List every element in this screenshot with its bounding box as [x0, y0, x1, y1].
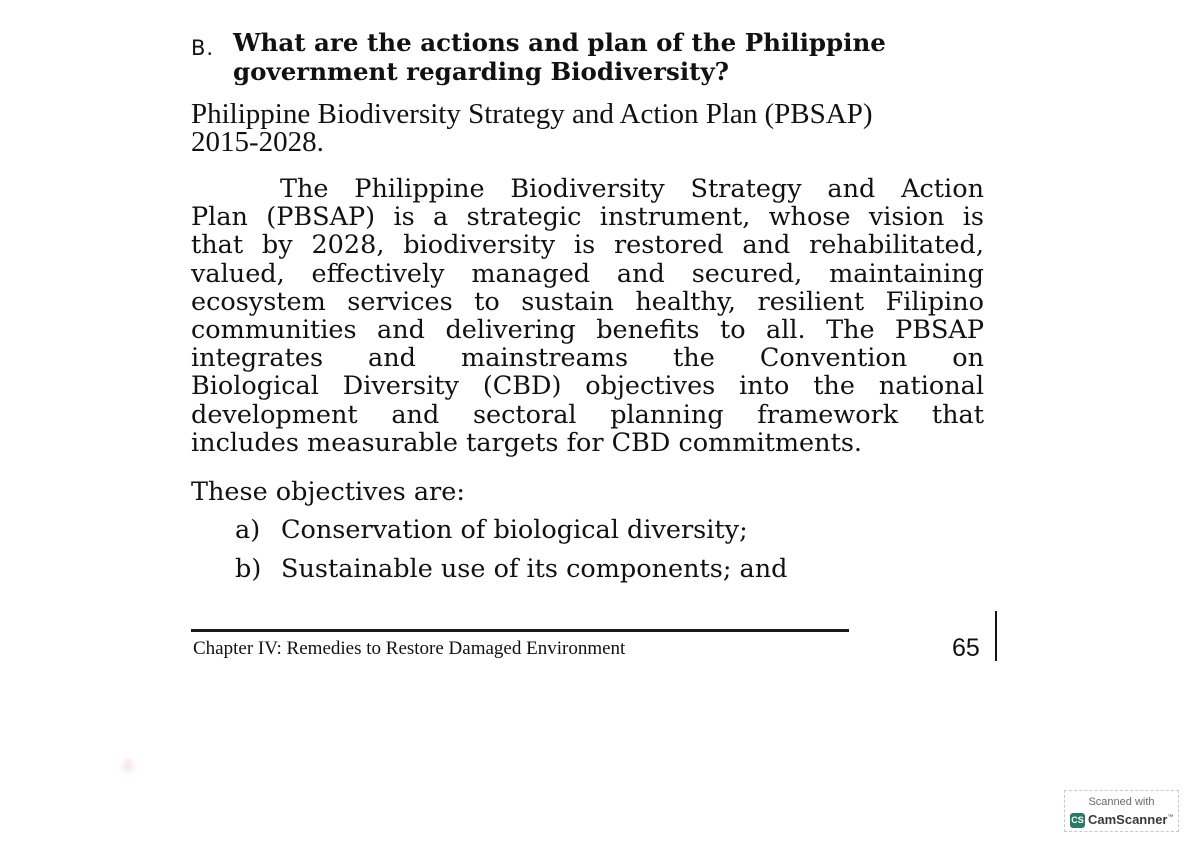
paragraph-line: Plan (PBSAP) is a strategic instrument, whose vision is	[191, 202, 984, 233]
paragraph-line: integrates and mainstreams the Convention on	[191, 343, 984, 374]
objective-marker: b)	[235, 554, 262, 584]
page-number-bar	[995, 611, 997, 661]
section-title	[233, 28, 993, 86]
objective-text: Sustainable use of its components; and	[281, 554, 788, 584]
objectives-intro: These objectives are:	[191, 477, 465, 507]
watermark-brand-name: CamScanner	[1088, 812, 1168, 827]
footer-rule	[191, 629, 849, 632]
section-title-line: What are the actions and plan of the Philippine	[233, 28, 886, 57]
paragraph-line: communities and delivering benefits to all. The PBSAP	[191, 315, 984, 346]
objective-marker: a)	[235, 515, 261, 545]
plan-title-line: 2015-2028.	[191, 126, 324, 158]
plan-title	[191, 100, 991, 156]
scan-smudge	[118, 755, 138, 777]
watermark-brand	[1088, 812, 1173, 827]
paragraph-line: The Philippine Biodiversity Strategy and Action	[280, 174, 984, 204]
footer-chapter: Chapter IV: Remedies to Restore Damaged Environment	[193, 638, 626, 659]
camscanner-logo-icon: CS	[1070, 813, 1085, 828]
paragraph-line: Biological Diversity (CBD) objectives into the national	[191, 371, 984, 402]
paragraph-line: includes measurable targets for CBD commitments.	[191, 427, 863, 458]
section-letter: B.	[191, 36, 215, 60]
section-title-line: government regarding Biodiversity?	[233, 57, 730, 86]
paragraph-line: valued, effectively managed and secured, maintaining	[191, 258, 984, 289]
paragraph-line: that by 2028, biodiversity is restored and rehabilitated,	[191, 230, 984, 261]
paragraph-line: ecosystem services to sustain healthy, resilient Filipino	[191, 286, 984, 317]
watermark-caption: Scanned with	[1088, 796, 1155, 808]
objective-text: Conservation of biological diversity;	[281, 515, 748, 545]
trademark-symbol: ™	[1167, 814, 1174, 821]
paragraph-line: development and sectoral planning framework that	[191, 399, 984, 430]
body-paragraph	[191, 175, 984, 457]
page-number: 65	[952, 634, 980, 662]
camscanner-watermark	[1064, 790, 1179, 832]
plan-title-line: Philippine Biodiversity Strategy and Action Plan (PBSAP)	[191, 98, 873, 130]
